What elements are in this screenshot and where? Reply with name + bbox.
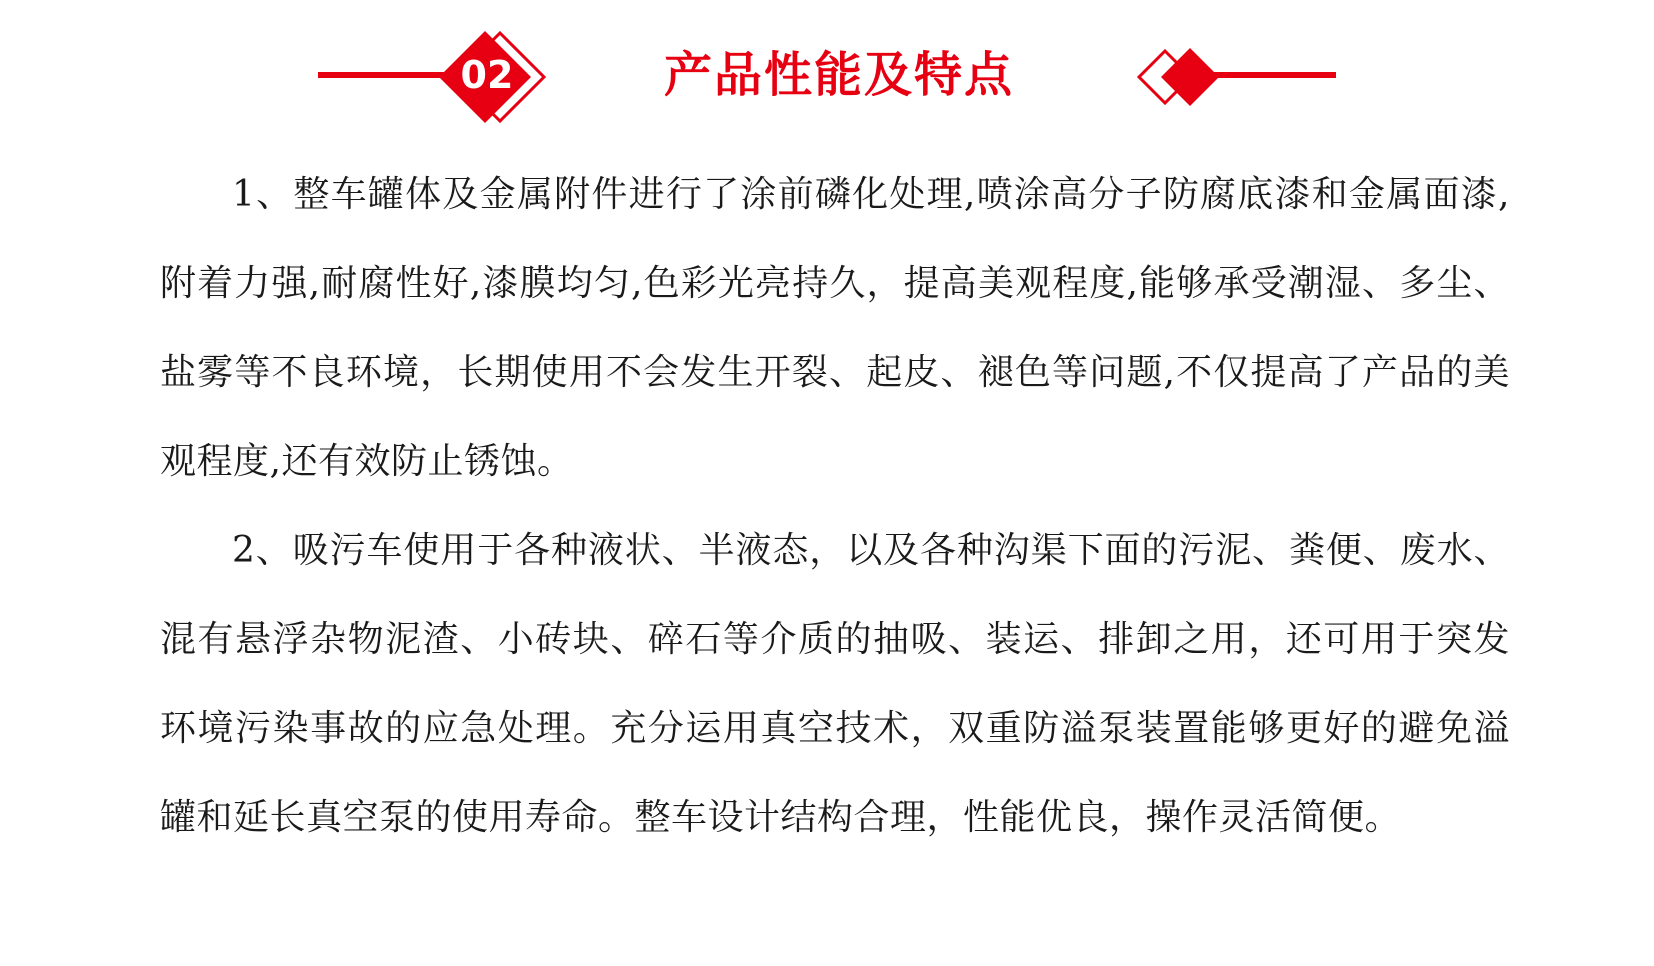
section-header xyxy=(0,0,1654,150)
paragraph-2: 2、吸污车使用于各种液状、半液态，以及各种沟渠下面的污泥、粪便、废水、混有悬浮杂物泥渣、小砖块、碎石等介质的抽吸、装运、排卸之用，还可用于突发环境污染事故的应急处理。充分运用真空技术，双重防溢泵装置能够更好的避免溢罐和延长真空泵的使用寿命。整车设计结构合理，性能优良，操作灵活简便。 xyxy=(160,530,1510,838)
section-title: 产品性能及特点 xyxy=(663,47,1014,103)
section-number: 02 xyxy=(460,53,514,97)
paragraph-1: 1、整车罐体及金属附件进行了涂前磷化处理,喷涂高分子防腐底漆和金属面漆, 附着力强,耐腐性好,漆膜均匀,色彩光亮持久，提高美观程度,能够承受潮湿、多尘、盐雾等不良环境，长期使用不会发生开裂、起皮、褪色等问题,不仅提高了产品的美观程度,还有效防止锈蚀。 xyxy=(160,174,1510,482)
body-content xyxy=(160,150,1510,862)
left-divider-line xyxy=(318,72,448,78)
